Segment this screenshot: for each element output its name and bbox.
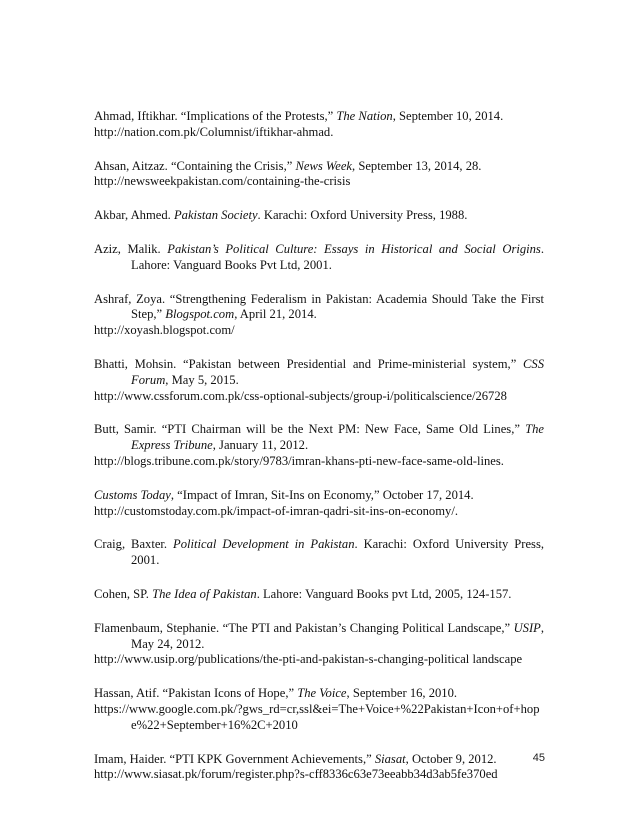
- reference-entry: [94, 208, 544, 224]
- reference-url[interactable]: http://customstoday.com.pk/impact-of-imran-qadri-sit-ins-on-economy/.: [94, 503, 458, 518]
- reference-entry: [94, 686, 544, 733]
- reference-url[interactable]: http://www.cssforum.com.pk/css-optional-subjects/group-i/politicalscience/26728: [94, 388, 507, 403]
- reference-text: Craig, Baxter.: [94, 537, 174, 552]
- reference-source: Political Development in Pakistan: [173, 537, 355, 552]
- reference-entry: [94, 587, 544, 603]
- reference-entry: [94, 357, 544, 404]
- reference-details: , September 10, 2014.: [392, 109, 504, 123]
- reference-text: Hassan, Atif. “Pakistan Icons of Hope,”: [94, 686, 298, 701]
- reference-source: The Express Tribune: [131, 422, 544, 453]
- reference-details: , September 16, 2010.: [346, 686, 458, 701]
- reference-text: Flamenbaum, Stephanie. “The PTI and Pakistan’s Changing Political Landscape,”: [94, 620, 514, 635]
- reference-entry: [94, 422, 544, 469]
- reference-text: Ahsan, Aitzaz. “Containing the Crisis,”: [94, 158, 296, 173]
- reference-source: Blogspot.com: [165, 307, 235, 322]
- reference-entry: [94, 752, 544, 784]
- reference-entry: [94, 159, 544, 191]
- bibliography-list: [94, 109, 544, 801]
- reference-source: Pakistan Society: [173, 208, 258, 223]
- reference-details: , September 13, 2014, 28.: [352, 158, 482, 173]
- reference-entry: [94, 109, 544, 141]
- reference-details: , October 9, 2012.: [405, 751, 497, 766]
- reference-url[interactable]: https://www.google.com.pk/?gws_rd=cr,ssl&ei=The+Voice+%22Pakistan+Icon+of+hope%22+September+16%2C+2010: [94, 701, 540, 732]
- reference-details: , “Impact of Imran, Sit-Ins on Economy,” October 17, 2014.: [170, 487, 474, 502]
- reference-text: Aziz, Malik.: [94, 241, 168, 256]
- reference-details: , May 5, 2015.: [165, 372, 239, 387]
- reference-source: The Idea of Pakistan: [152, 586, 257, 601]
- reference-url[interactable]: http://xoyash.blogspot.com/: [94, 323, 235, 338]
- reference-source: Customs Today: [94, 487, 171, 502]
- reference-url[interactable]: http://www.usip.org/publications/the-pti-and-pakistan-s-changing-political landscape: [94, 652, 523, 667]
- reference-url[interactable]: http://www.siasat.pk/forum/register.php?s-cff8336c63e73eeabb34d3ab5fe370ed: [94, 767, 498, 782]
- reference-details: , April 21, 2014.: [234, 307, 317, 322]
- reference-text: Ahmad, Iftikhar. “Implications of the Protests,”: [94, 109, 337, 123]
- reference-details: . Lahore: Vanguard Books Pvt Ltd, 2001.: [131, 241, 544, 272]
- page-number: 45: [532, 752, 545, 764]
- reference-details: , January 11, 2012.: [212, 438, 309, 453]
- reference-url[interactable]: http://newsweekpakistan.com/containing-the-crisis: [94, 174, 351, 189]
- reference-text: Ashraf, Zoya. “Strengthening Federalism in Pakistan: Academia Should Take the First Step,”: [94, 291, 544, 322]
- reference-entry: [94, 242, 544, 274]
- reference-source: USIP: [513, 620, 541, 635]
- reference-details: . Karachi: Oxford University Press, 1988.: [257, 208, 468, 223]
- reference-details: . Lahore: Vanguard Books pvt Ltd, 2005, 124-157.: [256, 586, 512, 601]
- reference-text: Bhatti, Mohsin. “Pakistan between Presidential and Prime-ministerial system,”: [94, 356, 523, 371]
- reference-entry: [94, 488, 544, 520]
- reference-text: Imam, Haider. “PTI KPK Government Achievements,”: [94, 751, 375, 766]
- reference-entry: [94, 621, 544, 668]
- reference-entry: [94, 537, 544, 569]
- reference-source: News Week: [295, 158, 353, 173]
- reference-text: Akbar, Ahmed.: [94, 208, 174, 223]
- reference-url[interactable]: http://nation.com.pk/Columnist/iftikhar-ahmad.: [94, 124, 334, 139]
- reference-entry: [94, 292, 544, 339]
- reference-details: , May 24, 2012.: [131, 620, 544, 651]
- reference-source: CSS Forum: [131, 356, 544, 387]
- reference-source: Siasat: [374, 751, 406, 766]
- reference-url[interactable]: http://blogs.tribune.com.pk/story/9783/imran-khans-pti-new-face-same-old-lines.: [94, 453, 504, 468]
- reference-source: The Voice: [297, 686, 347, 701]
- reference-source: Pakistan’s Political Culture: Essays in Historical and Social Origins: [167, 241, 541, 256]
- reference-text: Cohen, SP.: [94, 586, 153, 601]
- reference-text: Butt, Samir. “PTI Chairman will be the Next PM: New Face, Same Old Lines,”: [94, 422, 526, 437]
- reference-source: The Nation: [336, 109, 393, 123]
- reference-details: . Karachi: Oxford University Press, 2001.: [131, 537, 545, 568]
